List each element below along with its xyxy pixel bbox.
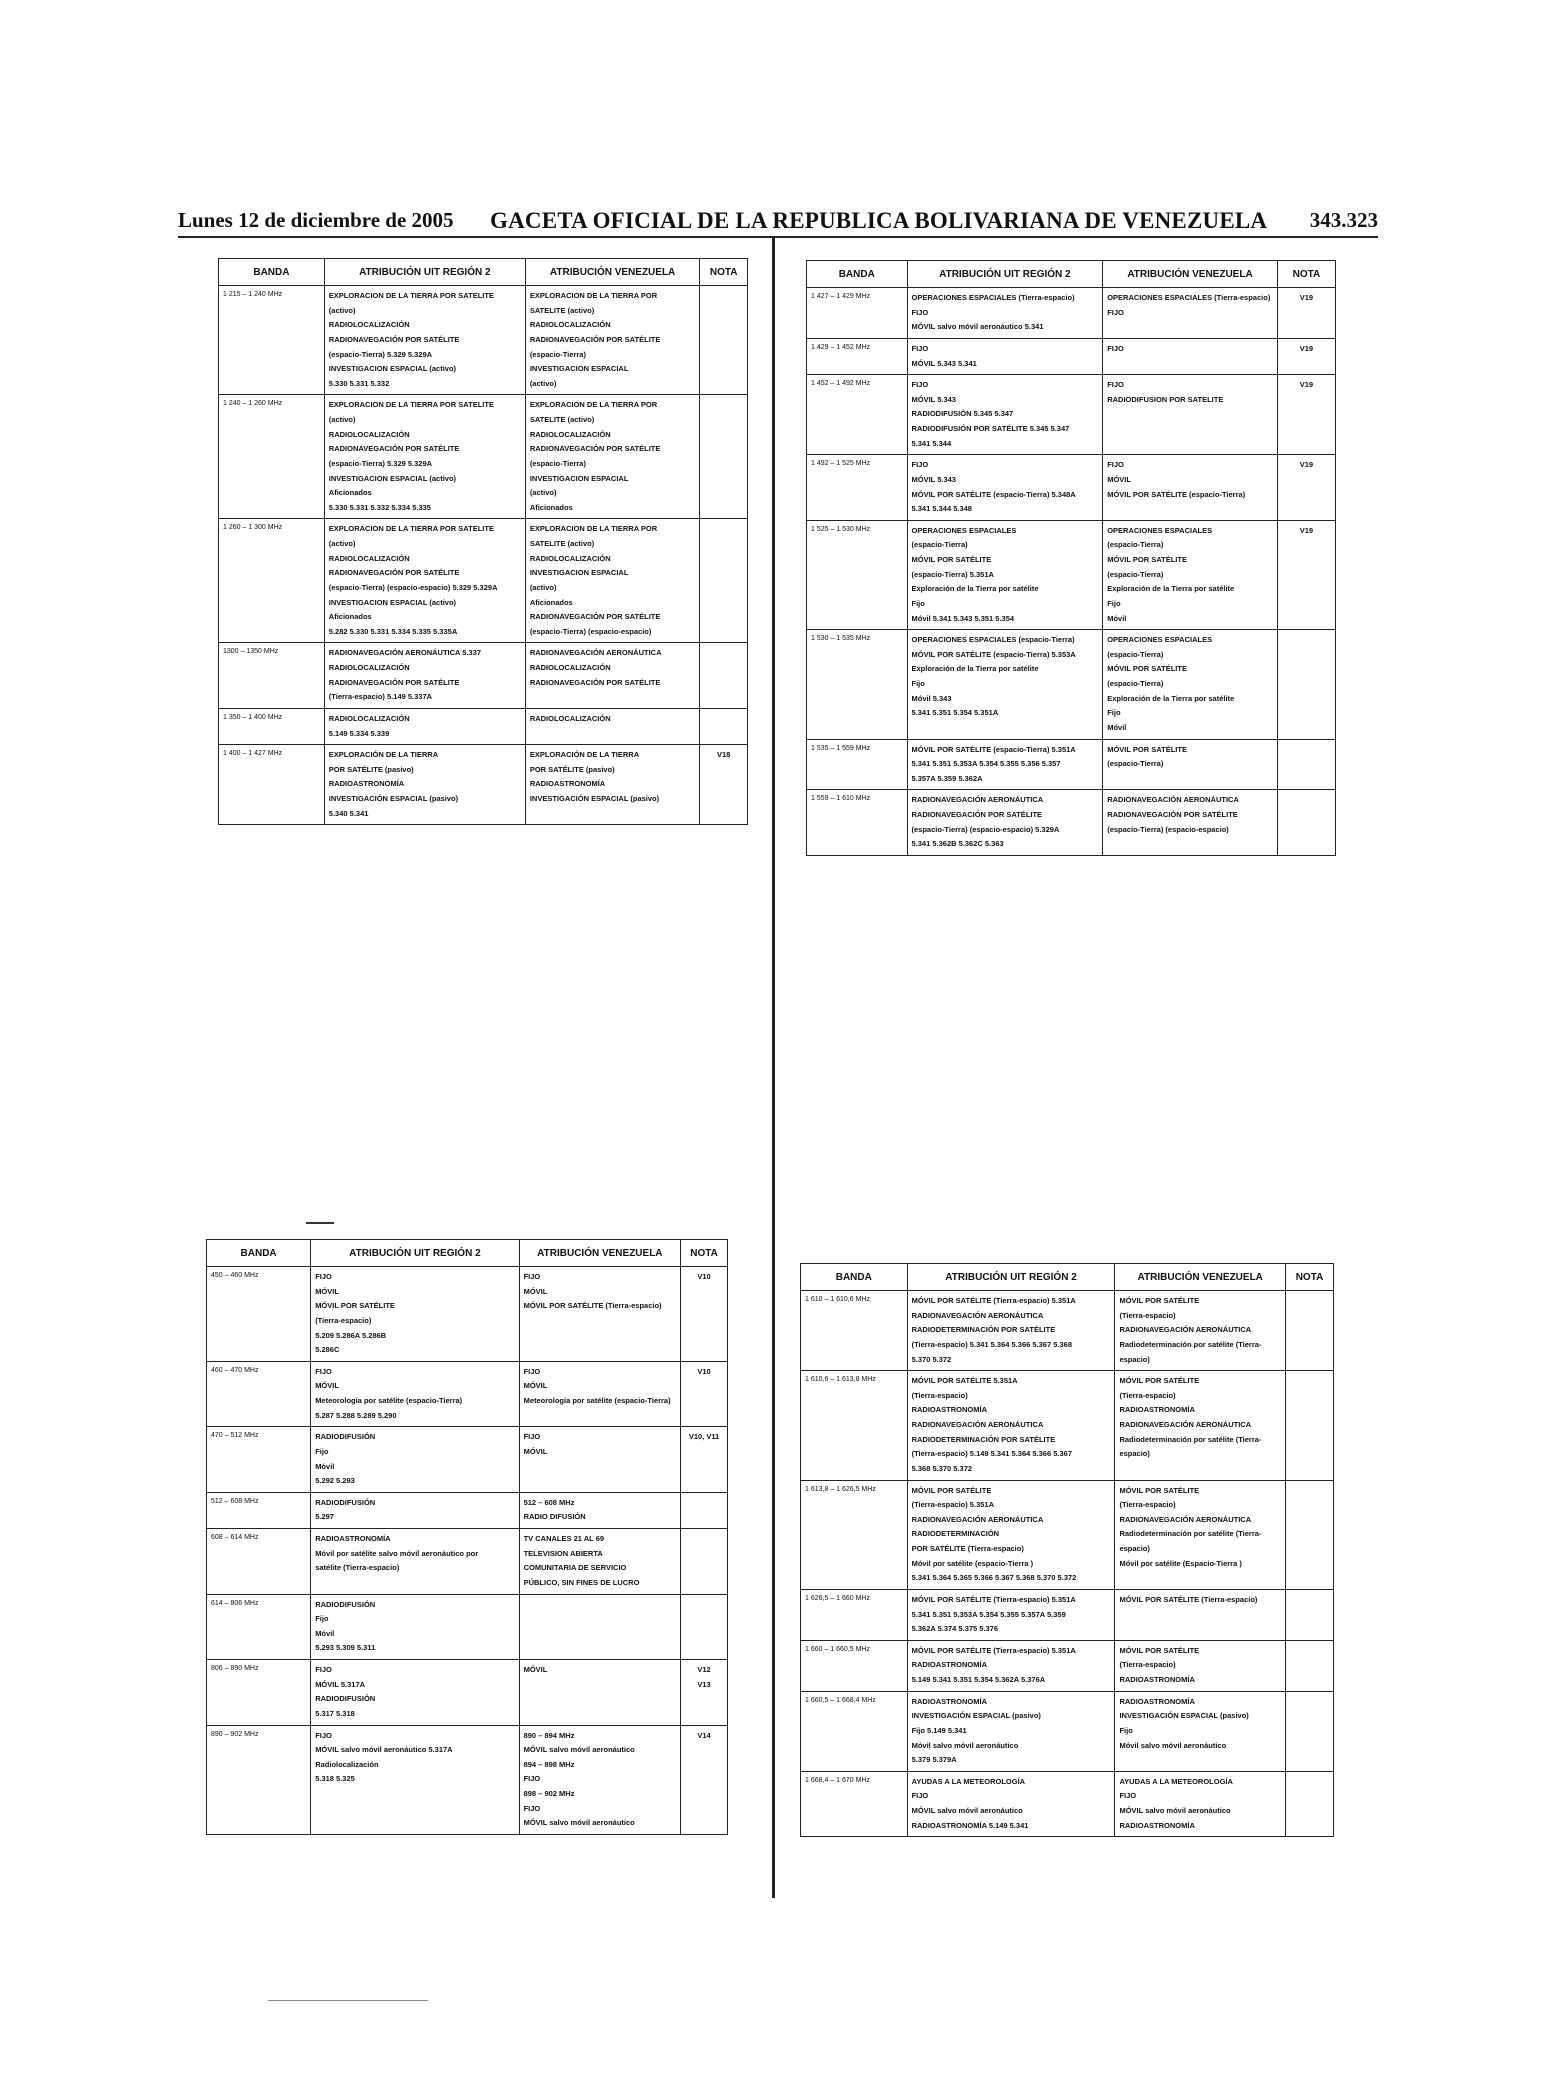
table-row: [801, 1771, 1334, 1837]
uit-allocation-cell: [311, 1594, 519, 1660]
uit-allocation-cell-text: FIJO MÓVIL 5.343 MÓVIL POR SATÉLITE (espacio-Tierra) 5.348A 5.341 5.344 5.348: [911, 460, 1076, 514]
uit-allocation-cell: [311, 1725, 519, 1834]
band-cell: [801, 1291, 908, 1371]
uit-allocation-cell-text: RADIONAVEGACIÓN AERONÁUTICA 5.337 RADIOLOCALIZACIÓN RADIONAVEGACIÓN POR SATÉLITE (Tierra-espacio) 5.149 5.337A: [328, 648, 482, 702]
nota-cell: [1277, 375, 1335, 455]
uit-allocation-cell: [907, 630, 1103, 739]
band-cell: [207, 1660, 311, 1726]
venezuela-allocation-cell-text: MÓVIL POR SATÉLITE (Tierra-espacio) RADIONAVEGACIÓN AERONÁUTICA Radiodeterminación por satélite (Tierra-espacio) Móvil por satélite (Espacio-Tierra ): [1119, 1485, 1262, 1568]
uit-allocation-cell: [907, 338, 1103, 374]
table-header-row: [801, 1264, 1334, 1291]
table-row: [207, 1594, 728, 1660]
nota-cell: [1286, 1480, 1334, 1589]
venezuela-allocation-cell: [1103, 630, 1278, 739]
venezuela-allocation-cell: [1103, 520, 1278, 629]
venezuela-allocation-cell-text: EXPLORACION DE LA TIERRA POR SATELITE (activo) RADIOLOCALIZACIÓN RADIONAVEGACIÓN POR SATÉLITE (espacio-Tierra) INVESTIGACION ESPACIAL (activo): [529, 291, 661, 388]
band-cell: [801, 1771, 908, 1837]
table-row: [807, 288, 1336, 339]
uit-allocation-cell: [324, 395, 525, 519]
band-cell: [807, 520, 908, 629]
venezuela-allocation-cell-text: OPERACIONES ESPACIALES (Tierra-espacio) FIJO: [1107, 293, 1271, 317]
uit-allocation-cell-text: EXPLORACION DE LA TIERRA POR SATELITE (activo) RADIOLOCALIZACIÓN RADIONAVEGACIÓN POR SATÉLITE (espacio-Tierra) (espacio-espacio) 5.329 5.329A INVESTIGACION ESPACIAL (activo) Aficionados 5.282 5.330 5.331 5.334 5.335 5.335A: [328, 524, 498, 636]
uit-allocation-cell: [907, 739, 1103, 790]
venezuela-allocation-cell-text: RADIOLOCALIZACIÓN: [529, 713, 611, 723]
nota-cell: [1286, 1691, 1334, 1771]
band-cell: [801, 1371, 908, 1480]
band-cell: [801, 1589, 908, 1640]
header-venezuela: ATRIBUCIÓN VENEZUELA: [1115, 1264, 1286, 1291]
venezuela-allocation-cell-text: TV CANALES 21 AL 69 TELEVISION ABIERTA COMUNITARIA DE SERVICIO PÚBLICO, SIN FINES DE LUCRO: [523, 1534, 640, 1587]
uit-allocation-cell-text: RADIOLOCALIZACIÓN 5.149 5.334 5.339: [328, 713, 410, 738]
nota-cell: [700, 286, 748, 395]
header-rule: [178, 236, 1378, 238]
band-cell-text: 1 559 – 1 610 MHz: [811, 795, 871, 803]
band-cell-text: 1 400 – 1 427 MHz: [223, 750, 283, 758]
band-cell-text: 1 260 – 1 300 MHz: [223, 524, 283, 532]
venezuela-allocation-cell-text: MÓVIL: [523, 1665, 548, 1674]
band-cell-text: 1 626,5 – 1 660 MHz: [805, 1594, 870, 1602]
uit-allocation-cell: [907, 1691, 1115, 1771]
band-cell-text: 470 – 512 MHz: [211, 1432, 259, 1440]
band-cell-text: 1 215 – 1 240 MHz: [223, 291, 283, 298]
nota-cell: [1286, 1589, 1334, 1640]
band-cell-text: 512 – 608 MHz: [211, 1497, 259, 1505]
uit-allocation-cell-text: MÓVIL POR SATÉLITE (Tierra-espacio) 5.351A RADIOASTRONOMÍA 5.149 5.341 5.351 5.354 5.362A 5.376A: [911, 1645, 1076, 1684]
header-uit: ATRIBUCIÓN UIT REGIÓN 2: [311, 1240, 519, 1267]
header-banda: BANDA: [207, 1240, 311, 1267]
header-venezuela: ATRIBUCIÓN VENEZUELA: [1103, 261, 1278, 288]
uit-allocation-cell: [311, 1361, 519, 1427]
venezuela-allocation-cell: [525, 708, 700, 744]
nota-cell: [1286, 1640, 1334, 1691]
venezuela-allocation-cell-text: EXPLORACION DE LA TIERRA POR SATELITE (activo) RADIOLOCALIZACIÓN INVESTIGACION ESPACIAL (activo) Aficionados RADIONAVEGACIÓN POR SATÉLITE (espacio-Tierra) (espacio-espacio): [529, 524, 661, 636]
table-row: [219, 643, 748, 709]
venezuela-allocation-cell: [1103, 375, 1278, 455]
uit-allocation-cell-text: OPERACIONES ESPACIALES (espacio-Tierra) MÓVIL POR SATÉLITE (espacio-Tierra) 5.353A Exploración de la Tierra por satélite Fijo Móvil 5.343 5.341 5.351 5.354 5.351A: [911, 635, 1076, 718]
table-row: [207, 1361, 728, 1427]
nota-cell: [700, 708, 748, 744]
table-header-row: [219, 259, 748, 286]
scan-mark: [268, 2000, 428, 2001]
venezuela-allocation-cell-text: FIJO MÓVIL: [523, 1432, 548, 1456]
frequency-table-2: [806, 260, 1336, 856]
table-row: [807, 630, 1336, 739]
nota-cell-text: V19: [1299, 380, 1314, 390]
venezuela-allocation-cell: [1115, 1371, 1286, 1480]
band-cell: [807, 375, 908, 455]
uit-allocation-cell-text: FIJO MÓVIL MÓVIL POR SATÉLITE (Tierra-espacio) 5.209 5.286A 5.286B 5.286C: [315, 1272, 395, 1355]
table-header-row: [807, 261, 1336, 288]
venezuela-allocation-cell-text: FIJO MÓVIL Meteorología por satélite (espacio-Tierra): [523, 1366, 671, 1405]
uit-allocation-cell-text: RADIODIFUSIÓN Fijo Móvil 5.292 5.293: [315, 1432, 376, 1486]
venezuela-allocation-cell-text: 890 – 894 MHz MÓVIL salvo móvil aeronáutico 894 – 898 MHz FIJO 898 – 902 MHz FIJO MÓVIL salvo móvil aeronáutico: [523, 1730, 635, 1828]
table-row: [207, 1529, 728, 1595]
header-venezuela: ATRIBUCIÓN VENEZUELA: [519, 1240, 681, 1267]
uit-allocation-cell: [907, 375, 1103, 455]
band-cell-text: 1 668,4 – 1 670 MHz: [805, 1776, 870, 1784]
nota-cell: [700, 745, 748, 825]
nota-cell: [1277, 338, 1335, 374]
uit-allocation-cell: [907, 1771, 1115, 1837]
venezuela-allocation-cell: [519, 1529, 681, 1595]
page-number: 343.323: [1309, 208, 1378, 232]
venezuela-allocation-cell-text: MÓVIL POR SATÉLITE (Tierra-espacio) RADIOASTRONOMÍA RADIONAVEGACIÓN AERONÁUTICA Radiodeterminación por satélite (Tierra-espacio): [1119, 1376, 1262, 1459]
band-cell-text: 1 427 – 1 429 MHz: [811, 293, 871, 300]
nota-cell: [681, 1267, 728, 1362]
venezuela-allocation-cell-text: FIJO MÓVIL MÓVIL POR SATÉLITE (espacio-Tierra): [1107, 460, 1246, 499]
uit-allocation-cell-text: FIJO MÓVIL 5.343 5.341: [911, 343, 977, 368]
venezuela-allocation-cell-text: AYUDAS A LA METEOROLOGÍA FIJO MÓVIL salvo móvil aeronáutico RADIOASTRONOMÍA: [1119, 1776, 1233, 1830]
venezuela-allocation-cell-text: MÓVIL POR SATÉLITE (espacio-Tierra): [1107, 744, 1187, 769]
venezuela-allocation-cell: [525, 643, 700, 709]
table-row: [207, 1492, 728, 1528]
table-row: [801, 1291, 1334, 1371]
band-cell: [219, 519, 325, 643]
uit-allocation-cell: [324, 519, 525, 643]
nota-cell-text: V19: [1299, 293, 1314, 302]
band-cell: [207, 1492, 311, 1528]
nota-cell: [681, 1529, 728, 1595]
uit-allocation-cell: [907, 520, 1103, 629]
uit-allocation-cell: [907, 1291, 1115, 1371]
band-cell: [807, 338, 908, 374]
venezuela-allocation-cell-text: MÓVIL POR SATÉLITE (Tierra-espacio) RADIONAVEGACIÓN AERONÁUTICA Radiodeterminación por satélite (Tierra-espacio): [1119, 1296, 1262, 1364]
venezuela-allocation-cell: [1115, 1291, 1286, 1371]
venezuela-allocation-cell: [1115, 1480, 1286, 1589]
uit-allocation-cell: [311, 1529, 519, 1595]
table-row: [219, 708, 748, 744]
page-header: [178, 208, 1378, 236]
nota-cell: [700, 395, 748, 519]
table-row: [207, 1725, 728, 1834]
uit-allocation-cell-text: EXPLORACIÓN DE LA TIERRA POR SATÉLITE (pasivo) RADIOASTRONOMÍA INVESTIGACIÓN ESPACIAL (pasivo) 5.340 5.341: [328, 750, 459, 818]
venezuela-allocation-cell-text: OPERACIONES ESPACIALES (espacio-Tierra) MÓVIL POR SATÉLITE (espacio-Tierra) Exploración de la Tierra por satélite Fijo Móvil: [1107, 635, 1235, 732]
band-cell: [807, 739, 908, 790]
nota-cell: [1277, 455, 1335, 521]
band-cell: [207, 1529, 311, 1595]
table-row: [207, 1267, 728, 1362]
header-nota: NOTA: [700, 259, 748, 286]
frequency-table-1: [218, 258, 748, 825]
band-cell-text: 1 613,8 – 1 626,5 MHz: [805, 1485, 876, 1493]
header-nota: NOTA: [1286, 1264, 1334, 1291]
nota-cell: [1277, 790, 1335, 856]
nota-cell: [1277, 288, 1335, 339]
venezuela-allocation-cell: [1103, 739, 1278, 790]
frequency-table-3: [206, 1239, 728, 1835]
venezuela-allocation-cell-text: FIJO RADIODIFUSION POR SATELITE: [1107, 380, 1224, 404]
band-cell: [807, 630, 908, 739]
table-row: [807, 790, 1336, 856]
table-row: [807, 375, 1336, 455]
table-row: [207, 1427, 728, 1493]
table-row: [801, 1371, 1334, 1480]
uit-allocation-cell-text: EXPLORACION DE LA TIERRA POR SATELITE (activo) RADIOLOCALIZACIÓN RADIONAVEGACIÓN POR SATÉLITE (espacio-Tierra) 5.329 5.329A INVESTIGACION ESPACIAL (activo) Aficionados 5.330 5.331 5.332 5.334 5.335: [328, 400, 494, 512]
venezuela-allocation-cell-text: 512 – 608 MHz RADIO DIFUSIÓN: [523, 1497, 586, 1522]
uit-allocation-cell: [907, 790, 1103, 856]
nota-cell: [1286, 1291, 1334, 1371]
venezuela-allocation-cell: [1115, 1589, 1286, 1640]
uit-allocation-cell: [324, 286, 525, 395]
venezuela-allocation-cell: [525, 745, 700, 825]
band-cell: [807, 455, 908, 521]
nota-cell-text: V12 V13: [697, 1665, 711, 1689]
venezuela-allocation-cell: [1115, 1640, 1286, 1691]
venezuela-allocation-cell: [525, 286, 700, 395]
venezuela-allocation-cell: [519, 1361, 681, 1427]
uit-allocation-cell: [907, 288, 1103, 339]
venezuela-allocation-cell: [519, 1267, 681, 1362]
uit-allocation-cell-text: MÓVIL POR SATÉLITE (Tierra-espacio) 5.351A RADIONAVEGACIÓN AERONÁUTICA RADIODETERMINACIÓN POR SATÉLITE (Tierra-espacio) Móvil por satélite (espacio-Tierra ) 5.341 5.364 5.365 5.366 5.367 5.368 5.370 5.372: [911, 1485, 1077, 1583]
nota-cell: [700, 643, 748, 709]
gazette-title: GACETA OFICIAL DE LA REPUBLICA BOLIVARIANA DE VENEZUELA: [490, 208, 1268, 233]
band-cell-text: 1 429 – 1 452 MHz: [811, 343, 871, 351]
scan-mark: [306, 1222, 334, 1224]
nota-cell-text: V19: [1299, 525, 1314, 535]
uit-allocation-cell-text: MÓVIL POR SATÉLITE 5.351A (Tierra-espacio) RADIOASTRONOMÍA RADIONAVEGACIÓN AERONÁUTICA RADIODETERMINACIÓN POR SATÉLITE (Tierra-espacio) 5.149 5.341 5.364 5.366 5.367 5.368 5.370 5.372: [911, 1376, 1072, 1473]
venezuela-allocation-cell-text: EXPLORACION DE LA TIERRA POR SATELITE (activo) RADIOLOCALIZACIÓN RADIONAVEGACIÓN POR SATÉLITE (espacio-Tierra) INVESTIGACION ESPACIAL (activo) Aficionados: [529, 400, 661, 512]
uit-allocation-cell: [311, 1660, 519, 1726]
nota-cell: [681, 1660, 728, 1726]
venezuela-allocation-cell-text: RADIOASTRONOMÍA INVESTIGACIÓN ESPACIAL (pasivo) Fijo Móvil salvo móvil aeronáutico: [1119, 1696, 1249, 1750]
table-row: [219, 395, 748, 519]
table-row: [807, 455, 1336, 521]
venezuela-allocation-cell-text: RADIONAVEGACIÓN AERONÁUTICA RADIOLOCALIZACIÓN RADIONAVEGACIÓN POR SATÉLITE: [529, 648, 662, 687]
band-cell: [801, 1480, 908, 1589]
band-cell-text: 890 – 902 MHz: [211, 1730, 259, 1738]
issue-date: Lunes 12 de diciembre de 2005: [178, 208, 454, 232]
uit-allocation-cell: [907, 1480, 1115, 1589]
uit-allocation-cell: [324, 708, 525, 744]
uit-allocation-cell-text: OPERACIONES ESPACIALES (Tierra-espacio) FIJO MÓVIL salvo móvil aeronáutico 5.341: [911, 293, 1075, 332]
venezuela-allocation-cell: [519, 1660, 681, 1726]
band-cell-text: 1 452 – 1 492 MHz: [811, 380, 871, 388]
header-venezuela: ATRIBUCIÓN VENEZUELA: [525, 259, 700, 286]
column-divider: [772, 238, 775, 1898]
nota-cell: [681, 1427, 728, 1493]
frequency-table-4: [800, 1263, 1334, 1837]
uit-allocation-cell: [907, 1589, 1115, 1640]
uit-allocation-cell: [311, 1267, 519, 1362]
header-uit: ATRIBUCIÓN UIT REGIÓN 2: [907, 261, 1103, 288]
uit-allocation-cell-text: RADIOASTRONOMÍA INVESTIGACIÓN ESPACIAL (pasivo) Fijo 5.149 5.341 Móvil salvo móvil aeronáutico 5.379 5.379A: [911, 1696, 1041, 1765]
band-cell-text: 450 – 460 MHz: [211, 1272, 259, 1279]
venezuela-allocation-cell: [1103, 790, 1278, 856]
venezuela-allocation-cell-text: RADIONAVEGACIÓN AERONÁUTICA RADIONAVEGACIÓN POR SATÉLITE (espacio-Tierra) (espacio-espacio): [1107, 795, 1239, 834]
band-cell-text: 1 240 – 1 260 MHz: [223, 400, 283, 408]
band-cell: [207, 1427, 311, 1493]
uit-allocation-cell-text: RADIONAVEGACIÓN AERONÁUTICA RADIONAVEGACIÓN POR SATÉLITE (espacio-Tierra) (espacio-espacio) 5.329A 5.341 5.362B 5.362C 5.363: [911, 795, 1060, 849]
uit-allocation-cell: [311, 1427, 519, 1493]
venezuela-allocation-cell: [1115, 1691, 1286, 1771]
uit-allocation-cell-text: FIJO MÓVIL salvo móvil aeronáutico 5.317A Radiolocalización 5.318 5.325: [315, 1730, 453, 1784]
uit-allocation-cell-text: RADIODIFUSIÓN 5.297: [315, 1497, 376, 1522]
band-cell-text: 1 610 – 1 610,6 MHz: [805, 1296, 870, 1303]
header-nota: NOTA: [681, 1240, 728, 1267]
table-row: [207, 1660, 728, 1726]
band-cell-text: 1 530 – 1 535 MHz: [811, 635, 871, 643]
venezuela-allocation-cell-text: MÓVIL POR SATÉLITE (Tierra-espacio) RADIOASTRONOMÍA: [1119, 1645, 1200, 1684]
header-uit: ATRIBUCIÓN UIT REGIÓN 2: [324, 259, 525, 286]
header-banda: BANDA: [807, 261, 908, 288]
table-row: [219, 286, 748, 395]
table-row: [807, 520, 1336, 629]
table-row: [219, 519, 748, 643]
venezuela-allocation-cell: [1103, 338, 1278, 374]
table-row: [801, 1640, 1334, 1691]
table-header-row: [207, 1240, 728, 1267]
band-cell-text: 1300 – 1350 MHz: [223, 648, 279, 656]
uit-allocation-cell-text: MÓVIL POR SATÉLITE (Tierra-espacio) 5.351A RADIONAVEGACIÓN AERONÁUTICA RADIODETERMINACIÓN POR SATÉLITE (Tierra-espacio) 5.341 5.364 5.366 5.367 5.368 5.370 5.372: [911, 1296, 1076, 1364]
header-uit: ATRIBUCIÓN UIT REGIÓN 2: [907, 1264, 1115, 1291]
nota-cell: [681, 1594, 728, 1660]
header-nota: NOTA: [1277, 261, 1335, 288]
table-row: [219, 745, 748, 825]
uit-allocation-cell-text: RADIODIFUSIÓN Fijo Móvil 5.293 5.309 5.311: [315, 1599, 376, 1653]
nota-cell: [1277, 520, 1335, 629]
band-cell-text: 1 350 – 1 400 MHz: [223, 713, 283, 721]
venezuela-allocation-cell-text: FIJO: [1107, 343, 1124, 353]
band-cell: [807, 790, 908, 856]
table-row: [807, 739, 1336, 790]
uit-allocation-cell-text: FIJO MÓVIL Meteorología por satélite (espacio-Tierra) 5.287 5.288 5.289 5.290: [315, 1366, 463, 1420]
band-cell: [219, 643, 325, 709]
uit-allocation-cell-text: FIJO MÓVIL 5.317A RADIODIFUSIÓN 5.317 5.318: [315, 1665, 376, 1718]
header-banda: BANDA: [801, 1264, 908, 1291]
nota-cell: [1277, 630, 1335, 739]
band-cell: [207, 1267, 311, 1362]
venezuela-allocation-cell: [519, 1725, 681, 1834]
venezuela-allocation-cell: [1103, 455, 1278, 521]
venezuela-allocation-cell-text: EXPLORACIÓN DE LA TIERRA POR SATÉLITE (pasivo) RADIOASTRONOMÍA INVESTIGACIÓN ESPACIAL (pasivo): [529, 750, 660, 803]
band-cell-text: 1 492 – 1 525 MHz: [811, 460, 871, 468]
band-cell-text: 806 – 890 MHz: [211, 1665, 259, 1672]
nota-cell-text: V10: [697, 1366, 711, 1376]
nota-cell: [700, 519, 748, 643]
venezuela-allocation-cell-text: FIJO MÓVIL MÓVIL POR SATÉLITE (Tierra-espacio): [523, 1272, 662, 1311]
uit-allocation-cell-text: EXPLORACION DE LA TIERRA POR SATELITE (activo) RADIOLOCALIZACIÓN RADIONAVEGACIÓN POR SATÉLITE (espacio-Tierra) 5.329 5.329A INVESTIGACION ESPACIAL (activo) 5.330 5.331 5.332: [328, 291, 494, 388]
band-cell-text: 1 660 – 1 660,5 MHz: [805, 1645, 870, 1653]
nota-cell-text: V10, V11: [688, 1432, 720, 1442]
band-cell: [207, 1361, 311, 1427]
band-cell: [807, 288, 908, 339]
band-cell-text: 1 610,6 – 1 613,8 MHz: [805, 1376, 876, 1384]
uit-allocation-cell-text: FIJO MÓVIL 5.343 RADIODIFUSIÓN 5.345 5.347 RADIODIFUSIÓN POR SATÉLITE 5.345 5.347 5.341 5.344: [911, 380, 1070, 448]
table-row: [807, 338, 1336, 374]
uit-allocation-cell: [311, 1492, 519, 1528]
band-cell: [207, 1725, 311, 1834]
uit-allocation-cell: [907, 455, 1103, 521]
uit-allocation-cell-text: RADIOASTRONOMÍA Móvil por satélite salvo móvil aeronáutico por satélite (Tierra-espacio): [315, 1534, 479, 1573]
uit-allocation-cell-text: MÓVIL POR SATÉLITE (Tierra-espacio) 5.351A 5.341 5.351 5.353A 5.354 5.355 5.357A 5.359 5.362A 5.374 5.375 5.376: [911, 1594, 1076, 1634]
venezuela-allocation-cell-text: OPERACIONES ESPACIALES (espacio-Tierra) MÓVIL POR SATÉLITE (espacio-Tierra) Exploración de la Tierra por satélite Fijo Móvil: [1107, 525, 1235, 623]
table-row: [801, 1589, 1334, 1640]
band-cell-text: 1 525 – 1 530 MHz: [811, 525, 871, 533]
uit-allocation-cell-text: OPERACIONES ESPACIALES (espacio-Tierra) MÓVIL POR SATÉLITE (espacio-Tierra) 5.351A Exploración de la Tierra por satélite Fijo Móvil 5.341 5.343 5.351 5.354: [911, 525, 1039, 623]
band-cell: [801, 1640, 908, 1691]
venezuela-allocation-cell: [519, 1427, 681, 1493]
table-row: [801, 1691, 1334, 1771]
uit-allocation-cell: [907, 1371, 1115, 1480]
band-cell: [219, 286, 325, 395]
uit-allocation-cell: [324, 643, 525, 709]
band-cell-text: 460 – 470 MHz: [211, 1366, 259, 1374]
uit-allocation-cell-text: AYUDAS A LA METEOROLOGÍA FIJO MÓVIL salvo móvil aeronáutico RADIOASTRONOMÍA 5.149 5.341: [911, 1776, 1029, 1830]
nota-cell-text: V14: [697, 1730, 711, 1740]
band-cell: [219, 395, 325, 519]
nota-cell-text: V19: [1299, 460, 1314, 470]
nota-cell-text: V10: [697, 1272, 711, 1281]
venezuela-allocation-cell: [1103, 288, 1278, 339]
nota-cell: [681, 1492, 728, 1528]
venezuela-allocation-cell-text: MÓVIL POR SATÉLITE (Tierra-espacio): [1119, 1594, 1258, 1604]
nota-cell: [1277, 739, 1335, 790]
nota-cell: [681, 1361, 728, 1427]
table-row: [801, 1480, 1334, 1589]
band-cell-text: 608 – 614 MHz: [211, 1534, 259, 1541]
nota-cell: [1286, 1771, 1334, 1837]
band-cell-text: 1 535 – 1 559 MHz: [811, 744, 871, 752]
band-cell: [219, 745, 325, 825]
uit-allocation-cell: [324, 745, 525, 825]
venezuela-allocation-cell: [525, 395, 700, 519]
venezuela-allocation-cell: [519, 1492, 681, 1528]
uit-allocation-cell-text: MÓVIL POR SATÉLITE (espacio-Tierra) 5.351A 5.341 5.351 5.353A 5.354 5.355 5.356 5.357 5.357A 5.359 5.362A: [911, 744, 1076, 783]
nota-cell-text: V18: [717, 750, 731, 760]
band-cell-text: 614 – 806 MHz: [211, 1599, 259, 1607]
uit-allocation-cell: [907, 1640, 1115, 1691]
venezuela-allocation-cell: [519, 1594, 681, 1660]
venezuela-allocation-cell: [1115, 1771, 1286, 1837]
header-banda: BANDA: [219, 259, 325, 286]
venezuela-allocation-cell: [525, 519, 700, 643]
band-cell: [219, 708, 325, 744]
band-cell-text: 1 660,5 – 1 668,4 MHz: [805, 1696, 876, 1704]
nota-cell: [1286, 1371, 1334, 1480]
band-cell: [207, 1594, 311, 1660]
nota-cell: [681, 1725, 728, 1834]
nota-cell-text: V19: [1299, 343, 1314, 353]
band-cell: [801, 1691, 908, 1771]
